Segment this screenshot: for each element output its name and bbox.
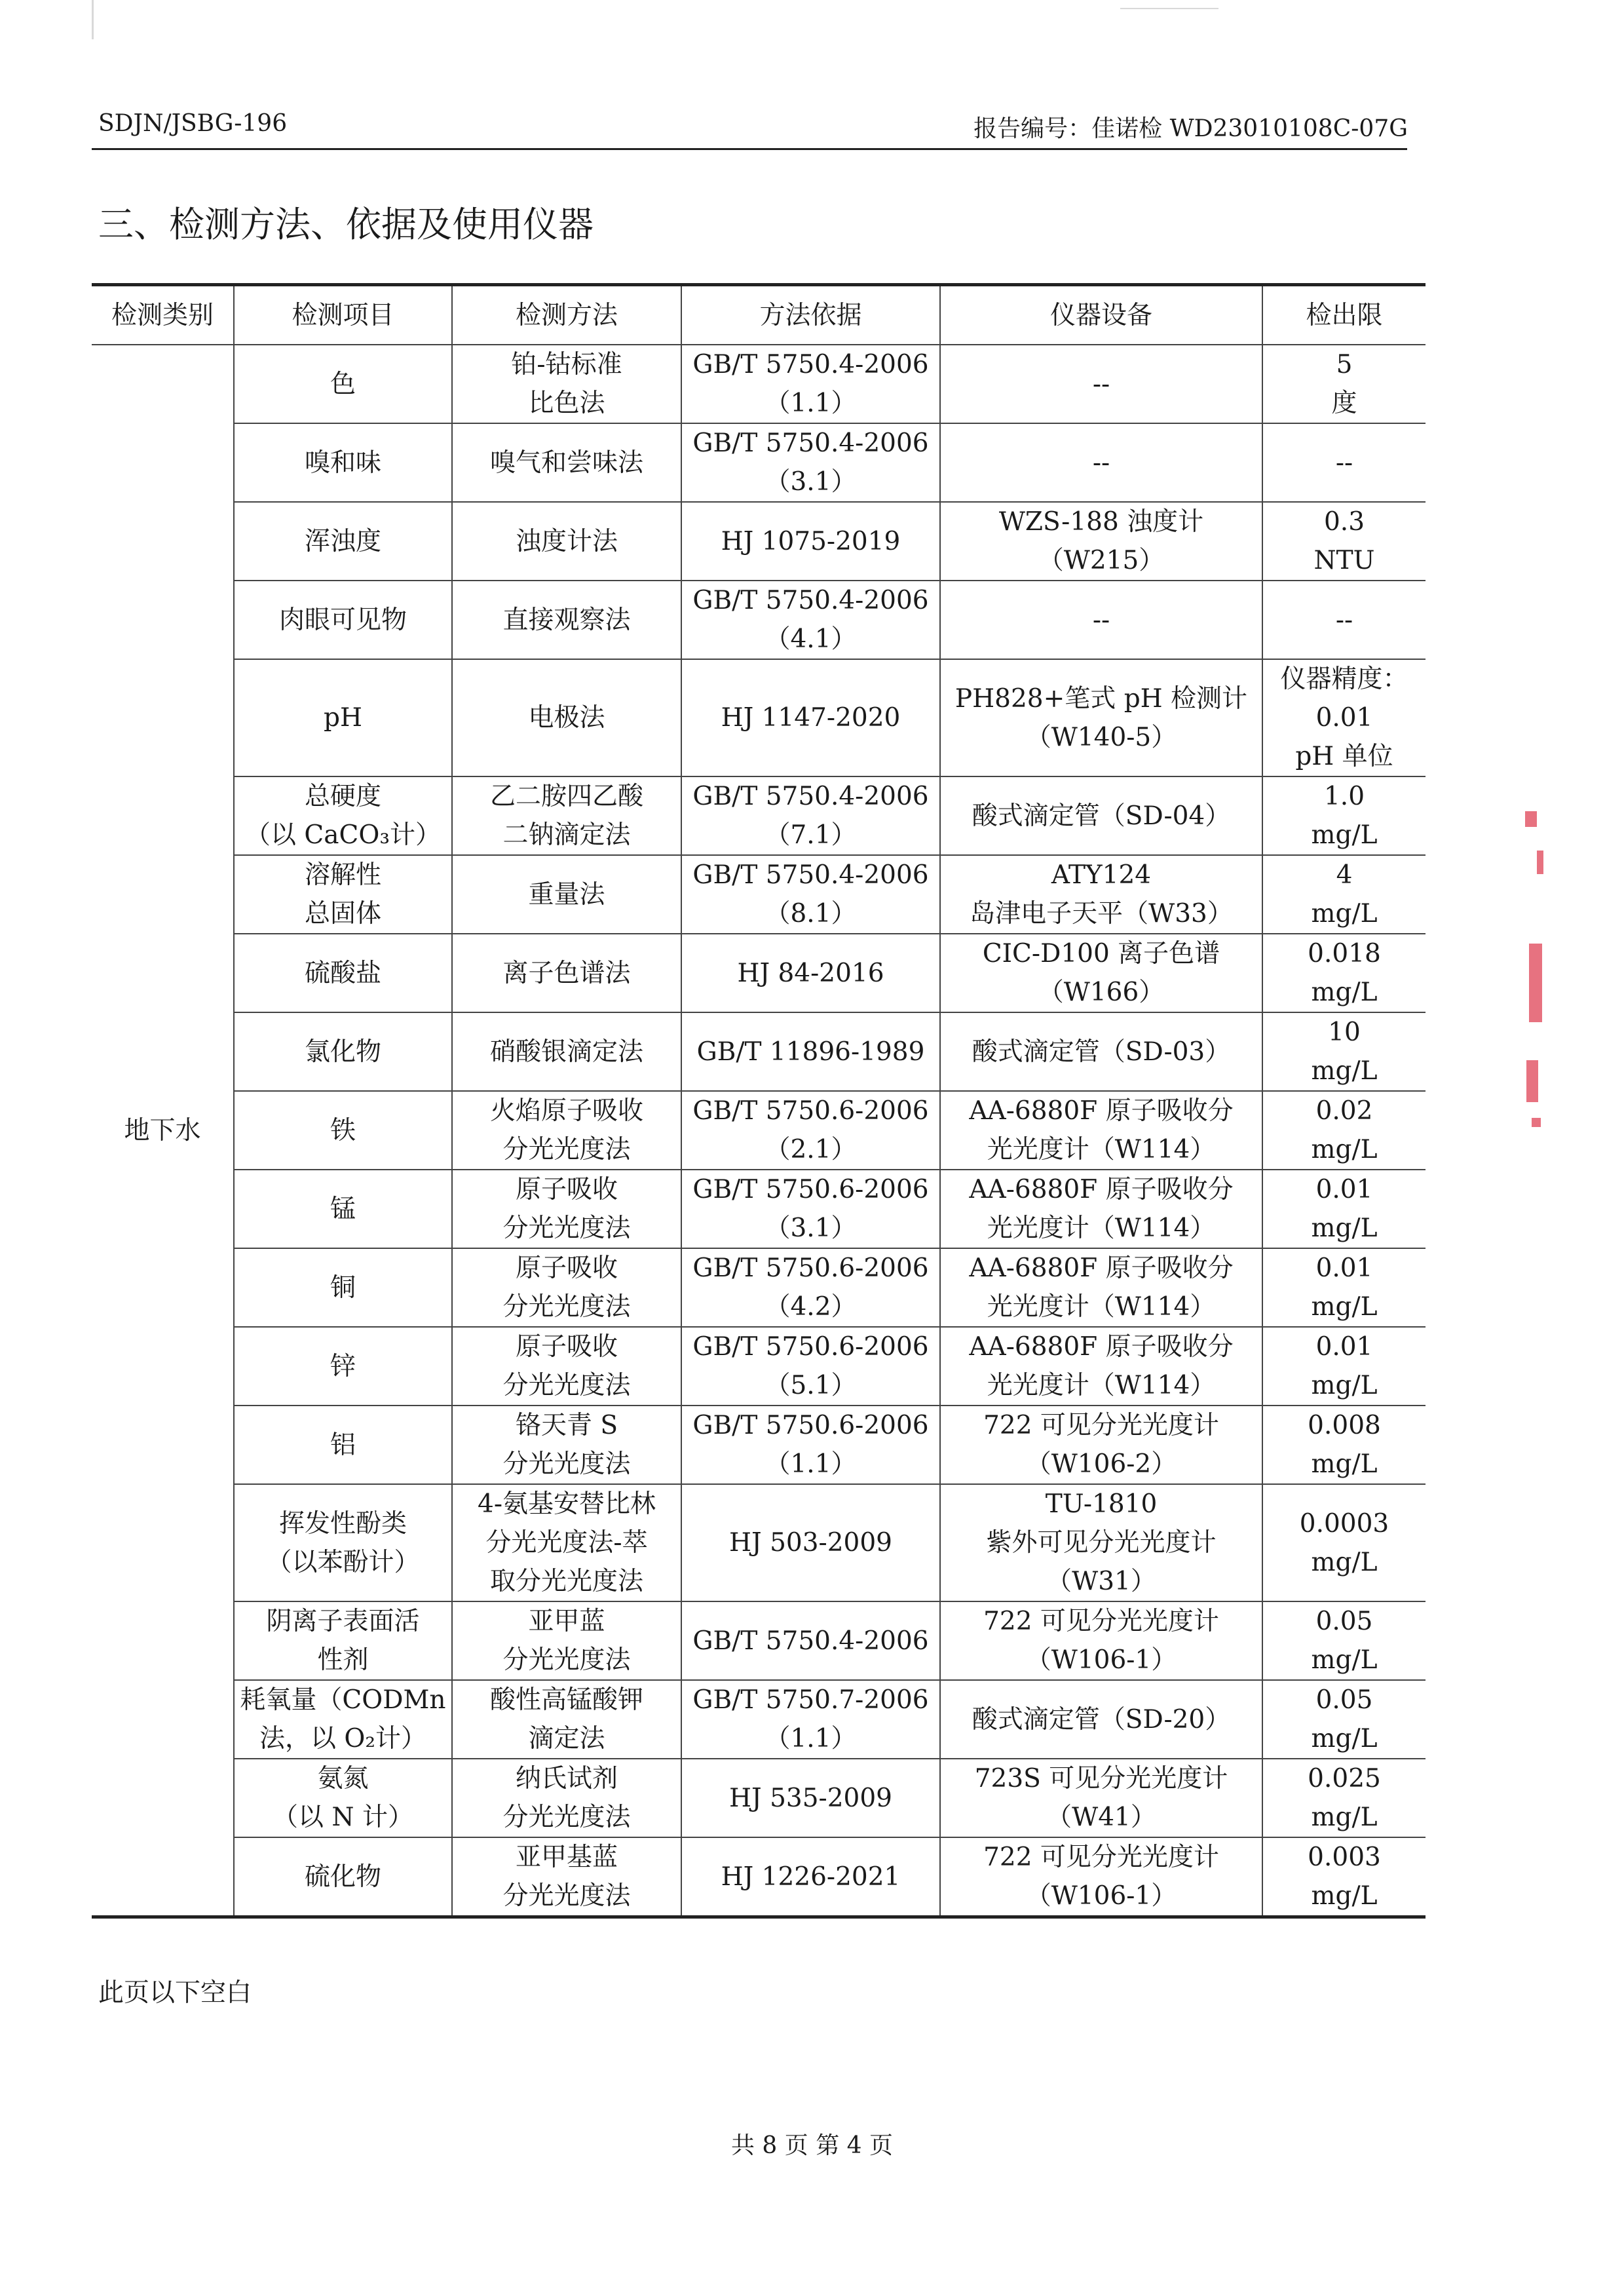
cell-method: 电极法	[452, 659, 681, 776]
cell-instrument: --	[940, 345, 1262, 423]
cell-instrument: 722 可见分光光度计 （W106-1）	[940, 1601, 1262, 1680]
cell-limit: 0.05 mg/L	[1262, 1680, 1426, 1759]
cell-basis: GB/T 5750.4-2006 （7.1）	[681, 776, 940, 855]
cell-basis: GB/T 5750.6-2006 （4.2）	[681, 1248, 940, 1327]
table-row	[92, 659, 1426, 776]
cell-basis: HJ 535-2009	[681, 1759, 940, 1837]
cell-basis: HJ 1226-2021	[681, 1837, 940, 1917]
cell-limit: 0.02 mg/L	[1262, 1091, 1426, 1170]
cell-limit: --	[1262, 423, 1426, 502]
cell-limit: 0.01 mg/L	[1262, 1327, 1426, 1406]
page-number: 共 8 页 第 4 页	[730, 2132, 894, 2159]
table-row	[92, 1837, 1426, 1917]
cell-basis: GB/T 5750.6-2006 （2.1）	[681, 1091, 940, 1170]
cell-limit: 5 度	[1262, 345, 1426, 423]
cell-item: 溶解性 总固体	[234, 855, 452, 934]
cell-instrument: 723S 可见分光光度计 （W41）	[940, 1759, 1262, 1837]
cell-limit: 10 mg/L	[1262, 1012, 1426, 1091]
cell-method: 嗅气和尝味法	[452, 423, 681, 502]
table-row	[92, 502, 1426, 581]
cell-item: 硫化物	[234, 1837, 452, 1917]
cell-basis: GB/T 5750.4-2006 （1.1）	[681, 345, 940, 423]
cell-category: 地下水	[92, 345, 234, 1917]
cell-limit: 0.05 mg/L	[1262, 1601, 1426, 1680]
table-row	[92, 1406, 1426, 1484]
cell-instrument: --	[940, 581, 1262, 659]
cell-basis: HJ 84-2016	[681, 934, 940, 1012]
cell-item: 铝	[234, 1406, 452, 1484]
cell-instrument: CIC-D100 离子色谱 （W166）	[940, 934, 1262, 1012]
cell-method: 硝酸银滴定法	[452, 1012, 681, 1091]
cell-method: 直接观察法	[452, 581, 681, 659]
cell-instrument: 722 可见分光光度计 （W106-1）	[940, 1837, 1262, 1917]
table-row	[92, 776, 1426, 855]
table-row	[92, 1170, 1426, 1248]
report-number: 报告编号：佳诺检 WD23010108C-07G	[973, 115, 1408, 142]
cell-item: 铜	[234, 1248, 452, 1327]
seal-edge-fragment	[1529, 944, 1542, 1022]
seal-edge-fragment	[1537, 851, 1543, 874]
seal-edge-fragment	[1532, 1118, 1541, 1127]
cell-item: 总硬度 （以 CaCO₃计）	[234, 776, 452, 855]
col-header-limit: 检出限	[1262, 285, 1426, 345]
cell-item: 氯化物	[234, 1012, 452, 1091]
cell-limit: 仪器精度： 0.01 pH 单位	[1262, 659, 1426, 776]
table-row	[92, 581, 1426, 659]
cell-item: 铁	[234, 1091, 452, 1170]
blank-below-note: 此页以下空白	[98, 1978, 252, 2008]
table-row	[92, 423, 1426, 502]
cell-method: 亚甲蓝 分光光度法	[452, 1601, 681, 1680]
cell-instrument: 722 可见分光光度计 （W106-2）	[940, 1406, 1262, 1484]
col-header-item: 检测项目	[234, 285, 452, 345]
cell-item: 嗅和味	[234, 423, 452, 502]
scan-mark-top-right	[1120, 8, 1218, 9]
cell-instrument: 酸式滴定管（SD-20）	[940, 1680, 1262, 1759]
table-row	[92, 934, 1426, 1012]
cell-basis: GB/T 5750.4-2006 （4.1）	[681, 581, 940, 659]
cell-instrument: --	[940, 423, 1262, 502]
header-rule	[92, 148, 1407, 150]
table-row	[92, 1327, 1426, 1406]
cell-item: 肉眼可见物	[234, 581, 452, 659]
cell-basis: GB/T 11896-1989	[681, 1012, 940, 1091]
scan-mark-top-left	[92, 0, 94, 39]
cell-limit: 0.01 mg/L	[1262, 1248, 1426, 1327]
seal-edge-fragment	[1525, 811, 1537, 827]
methods-table	[92, 283, 1426, 1919]
cell-instrument: 酸式滴定管（SD-04）	[940, 776, 1262, 855]
table-row	[92, 1680, 1426, 1759]
cell-instrument: AA-6880F 原子吸收分 光光度计（W114）	[940, 1248, 1262, 1327]
cell-instrument: PH828+笔式 pH 检测计 （W140-5）	[940, 659, 1262, 776]
cell-basis: GB/T 5750.6-2006 （5.1）	[681, 1327, 940, 1406]
cell-basis: GB/T 5750.6-2006 （3.1）	[681, 1170, 940, 1248]
cell-item: 阴离子表面活 性剂	[234, 1601, 452, 1680]
cell-instrument: AA-6880F 原子吸收分 光光度计（W114）	[940, 1327, 1262, 1406]
cell-basis: HJ 1075-2019	[681, 502, 940, 581]
cell-method: 亚甲基蓝 分光光度法	[452, 1837, 681, 1917]
cell-limit: 0.01 mg/L	[1262, 1170, 1426, 1248]
table-header-row	[92, 285, 1426, 345]
table-row	[92, 1248, 1426, 1327]
seal-edge-fragment	[1526, 1060, 1538, 1102]
cell-limit: 0.025 mg/L	[1262, 1759, 1426, 1837]
cell-item: 锌	[234, 1327, 452, 1406]
cell-limit: 4 mg/L	[1262, 855, 1426, 934]
cell-method: 原子吸收 分光光度法	[452, 1248, 681, 1327]
cell-limit: 0.008 mg/L	[1262, 1406, 1426, 1484]
cell-basis: GB/T 5750.7-2006 （1.1）	[681, 1680, 940, 1759]
cell-item: 浑浊度	[234, 502, 452, 581]
cell-method: 酸性高锰酸钾 滴定法	[452, 1680, 681, 1759]
cell-basis: GB/T 5750.4-2006 （3.1）	[681, 423, 940, 502]
table-row	[92, 1601, 1426, 1680]
cell-method: 乙二胺四乙酸 二钠滴定法	[452, 776, 681, 855]
cell-basis: GB/T 5750.4-2006	[681, 1601, 940, 1680]
cell-method: 离子色谱法	[452, 934, 681, 1012]
cell-item: 耗氧量（CODMn 法，以 O₂计）	[234, 1680, 452, 1759]
cell-basis: GB/T 5750.6-2006 （1.1）	[681, 1406, 940, 1484]
cell-item: pH	[234, 659, 452, 776]
cell-method: 原子吸收 分光光度法	[452, 1170, 681, 1248]
col-header-instrument: 仪器设备	[940, 285, 1262, 345]
table-row	[92, 855, 1426, 934]
col-header-method: 检测方法	[452, 285, 681, 345]
cell-basis: HJ 503-2009	[681, 1484, 940, 1601]
col-header-basis: 方法依据	[681, 285, 940, 345]
cell-limit: 0.018 mg/L	[1262, 934, 1426, 1012]
cell-method: 铂-钴标准 比色法	[452, 345, 681, 423]
cell-method: 原子吸收 分光光度法	[452, 1327, 681, 1406]
doc-code: SDJN/JSBG-196	[98, 110, 288, 137]
cell-limit: 0.003 mg/L	[1262, 1837, 1426, 1917]
cell-method: 4-氨基安替比林 分光光度法-萃 取分光光度法	[452, 1484, 681, 1601]
cell-item: 硫酸盐	[234, 934, 452, 1012]
table-row	[92, 1759, 1426, 1837]
cell-item: 氨氮 （以 N 计）	[234, 1759, 452, 1837]
cell-method: 纳氏试剂 分光光度法	[452, 1759, 681, 1837]
table-row	[92, 1484, 1426, 1601]
cell-limit: 0.0003 mg/L	[1262, 1484, 1426, 1601]
cell-item: 色	[234, 345, 452, 423]
cell-instrument: 酸式滴定管（SD-03）	[940, 1012, 1262, 1091]
cell-limit: 0.3 NTU	[1262, 502, 1426, 581]
section-title: 三、检测方法、依据及使用仪器	[98, 204, 594, 245]
cell-method: 浊度计法	[452, 502, 681, 581]
cell-instrument: AA-6880F 原子吸收分 光光度计（W114）	[940, 1170, 1262, 1248]
cell-instrument: WZS-188 浊度计 （W215）	[940, 502, 1262, 581]
cell-limit: --	[1262, 581, 1426, 659]
table-row	[92, 1012, 1426, 1091]
cell-method: 重量法	[452, 855, 681, 934]
cell-method: 铬天青 S 分光光度法	[452, 1406, 681, 1484]
cell-basis: GB/T 5750.4-2006 （8.1）	[681, 855, 940, 934]
col-header-category: 检测类别	[92, 285, 234, 345]
cell-instrument: TU-1810 紫外可见分光光度计 （W31）	[940, 1484, 1262, 1601]
cell-item: 挥发性酚类 （以苯酚计）	[234, 1484, 452, 1601]
table-row	[92, 1091, 1426, 1170]
cell-limit: 1.0 mg/L	[1262, 776, 1426, 855]
cell-instrument: AA-6880F 原子吸收分 光光度计（W114）	[940, 1091, 1262, 1170]
table-row	[92, 345, 1426, 423]
cell-method: 火焰原子吸收 分光光度法	[452, 1091, 681, 1170]
cell-item: 锰	[234, 1170, 452, 1248]
cell-instrument: ATY124 岛津电子天平（W33）	[940, 855, 1262, 934]
cell-basis: HJ 1147-2020	[681, 659, 940, 776]
